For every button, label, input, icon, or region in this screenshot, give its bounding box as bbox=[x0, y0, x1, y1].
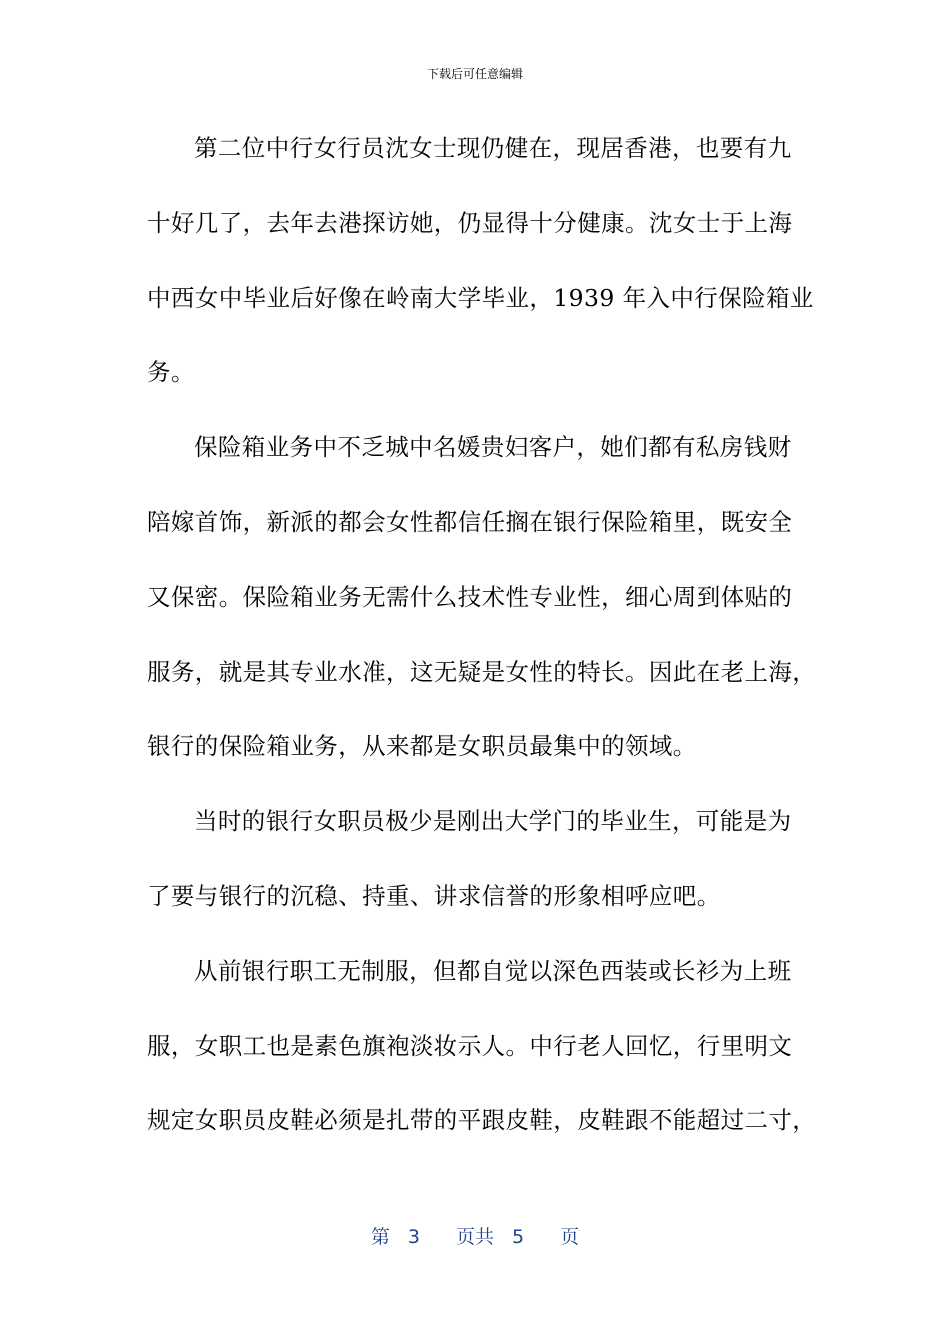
body-line: 了要与银行的沉稳、持重、讲求信誉的形象相呼应吧。 bbox=[147, 881, 721, 910]
footer-total-pages: 5 bbox=[512, 1226, 525, 1248]
body-line: 中西女中毕业后好像在岭南大学毕业，1939 年入中行保险箱业 bbox=[147, 283, 814, 312]
body-line: 从前银行职工无制服，但都自觉以深色西装或长衫为上班 bbox=[194, 956, 792, 985]
body-line: 又保密。保险箱业务无需什么技术性专业性，细心周到体贴的 bbox=[147, 582, 793, 611]
body-line: 第二位中行女行员沈女士现仍健在，现居香港，也要有九 bbox=[194, 134, 792, 162]
body-line: 保险箱业务中不乏城中名媛贵妇客户，她们都有私房钱财 bbox=[194, 433, 792, 462]
page-header-note: 下载后可任意编辑 bbox=[426, 67, 523, 81]
body-line: 银行的保险箱业务，从来都是女职员最集中的领域。 bbox=[147, 732, 697, 761]
footer-label-ye-gong: 页共 bbox=[455, 1226, 494, 1248]
body-line: 当时的银行女职员极少是刚出大学门的毕业生，可能是为 bbox=[194, 807, 792, 836]
document-body bbox=[147, 124, 817, 1171]
page-footer bbox=[0, 1224, 950, 1250]
body-line: 服，女职工也是素色旗袍淡妆示人。中行老人回忆，行里明文 bbox=[147, 1031, 793, 1060]
body-line: 十好几了，去年去港探访她，仍显得十分健康。沈女士于上海 bbox=[147, 208, 793, 237]
footer-label-di: 第 bbox=[370, 1226, 390, 1248]
body-line: 服务，就是其专业水准，这无疑是女性的特长。因此在老上海， bbox=[147, 657, 817, 686]
body-line: 务。 bbox=[147, 358, 195, 387]
body-line: 陪嫁首饰，新派的都会女性都信任搁在银行保险箱里，既安全 bbox=[147, 507, 793, 536]
footer-current-page: 3 bbox=[407, 1226, 420, 1248]
body-line: 规定女职员皮鞋必须是扎带的平跟皮鞋，皮鞋跟不能超过二寸， bbox=[147, 1106, 817, 1135]
footer-label-ye: 页 bbox=[560, 1226, 580, 1248]
